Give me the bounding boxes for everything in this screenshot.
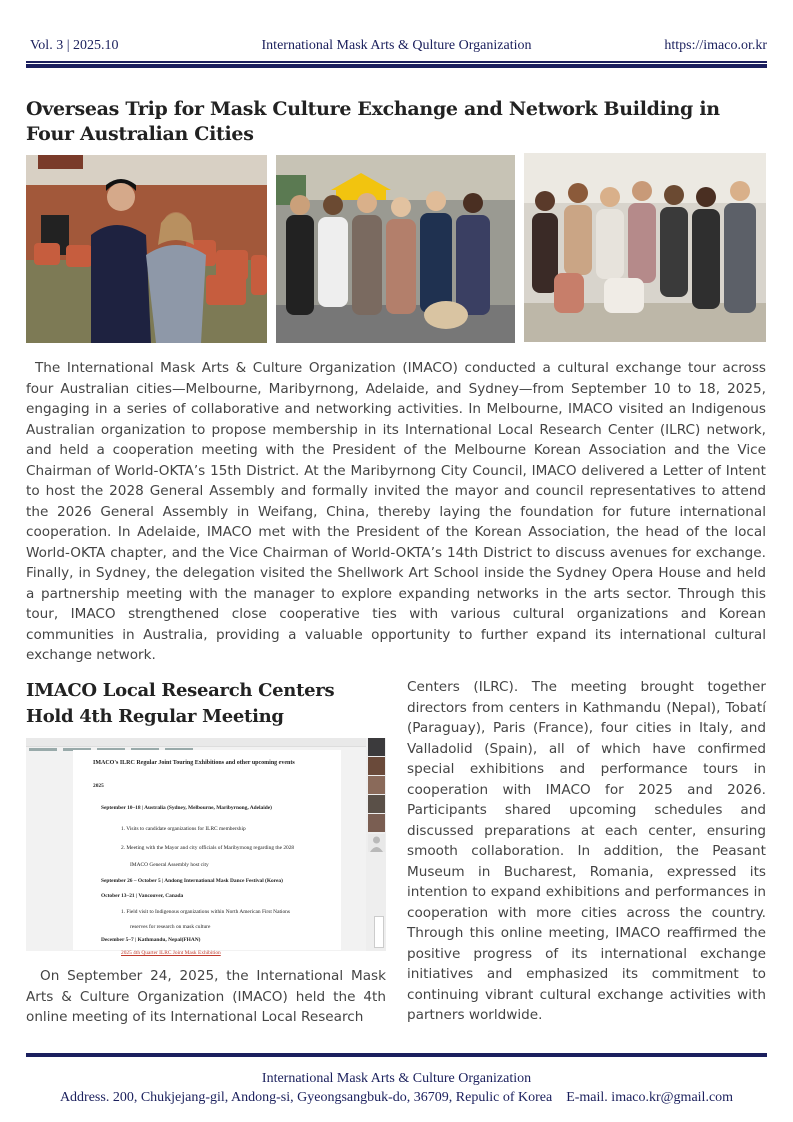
page-header bbox=[26, 38, 767, 58]
footer-email[interactable]: E-mail. imaco.kr@gmail.com bbox=[566, 1090, 734, 1105]
doc-item: 1. Visits to candidate organizations for ILRC membership bbox=[121, 826, 246, 832]
header-organization: International Mask Arts & Qulture Organization bbox=[261, 38, 532, 53]
doc-item: IMACO General Assembly host city bbox=[130, 862, 209, 868]
photo-council-chamber bbox=[26, 155, 267, 343]
doc-item: September 10–18 | Australia (Sydney, Melbourne, Maribyrnong, Adelaide) bbox=[101, 805, 272, 811]
doc-item: reserves for research on mask culture bbox=[130, 924, 211, 930]
doc-link[interactable]: 2025 4th Quarter ILRC Joint Mask Exhibition bbox=[121, 950, 221, 956]
photo-outdoor-group bbox=[276, 155, 515, 343]
participant-video bbox=[368, 776, 385, 794]
article-body-right: Centers (ILRC). The meeting brought together directors from centers in Kathmandu (Nepal), Tobatí (Paraguay), Paris (France), four cities in Italy, and Valladolid (Spain), all of which have confirmed special exhibitions and performance tours in cooperation with IMACO for 2025 and 2026. Participants shared upcoming schedules and discussed preparations at each center, ensuring smooth collaboration. In addition, the Peasant Museum in Bucharest, Romania, expressed its intention to expand exhibitions and performances in cooperation with more cities across the country. Through this online meeting, IMACO reaffirmed the positive progress of its international exchange initiatives and emphasized its commitment to continuing vibrant cultural exchange activities with partners worldwide. bbox=[407, 679, 766, 1023]
article-title-ilrc-meeting: IMACO Local Research Centers Hold 4th Regular Meeting bbox=[26, 680, 335, 727]
zoom-control[interactable] bbox=[374, 916, 384, 948]
page-footer bbox=[0, 1069, 793, 1107]
footer-organization: International Mask Arts & Culture Organization bbox=[261, 1071, 532, 1086]
header-rule-thick bbox=[26, 64, 767, 68]
website-link[interactable]: https://imaco.or.kr bbox=[664, 38, 767, 53]
doc-year: 2025 bbox=[93, 783, 104, 789]
participant-video bbox=[368, 757, 385, 775]
photo-studio-group bbox=[524, 153, 766, 342]
doc-item: December 5–7 | Kathmandu, Nepal(FHAN) bbox=[101, 937, 201, 943]
avatar-placeholder-icon bbox=[368, 834, 385, 852]
volume-issue: Vol. 3 | 2025.10 bbox=[30, 38, 119, 53]
footer-address: Address. 200, Chukjejang-gil, Andong-si, Gyeongsangbuk-do, 36709, Repulic of Korea bbox=[59, 1090, 553, 1105]
doc-item: 2. Meeting with the Mayor and city officials of Maribyrnong regarding the 2028 bbox=[121, 845, 295, 851]
participant-video bbox=[368, 814, 385, 832]
article-body-left: On September 24, 2025, the International Mask Arts & Culture Organization (IMACO) held the 4th online meeting of its International Local Research bbox=[26, 968, 386, 1025]
shared-document bbox=[73, 750, 341, 956]
online-meeting-screenshot bbox=[26, 738, 386, 956]
doc-item: October 13–21 | Vancouver, Canada bbox=[101, 893, 184, 899]
doc-item: September 26 – October 5 | Andong International Mask Dance Festival (Korea) bbox=[101, 878, 283, 884]
participant-video bbox=[368, 738, 385, 756]
footer-rule bbox=[26, 1053, 767, 1057]
doc-item: 1. Field visit to Indigenous organizations within North American First Nations bbox=[121, 909, 290, 915]
doc-heading: IMACO's ILRC Regular Joint Touring Exhibitions and other upcoming events bbox=[93, 760, 295, 766]
article-body: The International Mask Arts & Culture Organization (IMACO) conducted a cultural exchange tour across four Australian cities—Melbourne, Maribyrnong, Adelaide, and Sydney—from September 10 to 18, 2025, engaging in a series of collaborative and networking activities. In Melbourne, IMACO visited an Indigenous Australian organization to propose membership in its International Local Research Center (ILRC) network, and held a cooperation meeting with the President of the Melbourne Korean Association and the Vice Chairman of World-OKTA’s 15th District. At the Maribyrnong City Council, IMACO delivered a Letter of Intent to host the 2028 General Assembly and formally invited the mayor and council representatives to attend the 2026 General Assembly in Weifang, China, thereby laying the foundation for future international cooperation. In Adelaide, IMACO met with the President of the Korean Association, the head of the local World-OKTA chapter, and the Vice Chairman of World-OKTA’s 14th District to discuss avenues for exchange. Finally, in Sydney, the delegation visited the Shellwork Art School inside the Sydney Opera House and held a partnership meeting with the manager to explore expanding networks in the arts sector. Through this tour, IMACO strengthened close cooperative ties with various cultural organizations and Korean communities in Australia, providing a valuable opportunity to further expand its international cultural exchange network. bbox=[26, 360, 766, 663]
header-rule-thin bbox=[26, 61, 767, 63]
participant-video-strip bbox=[366, 738, 386, 951]
participant-video bbox=[368, 795, 385, 813]
article-title: Overseas Trip for Mask Culture Exchange and Network Building in Four Australian Cities bbox=[26, 98, 720, 145]
browser-tab-bar bbox=[26, 738, 366, 747]
